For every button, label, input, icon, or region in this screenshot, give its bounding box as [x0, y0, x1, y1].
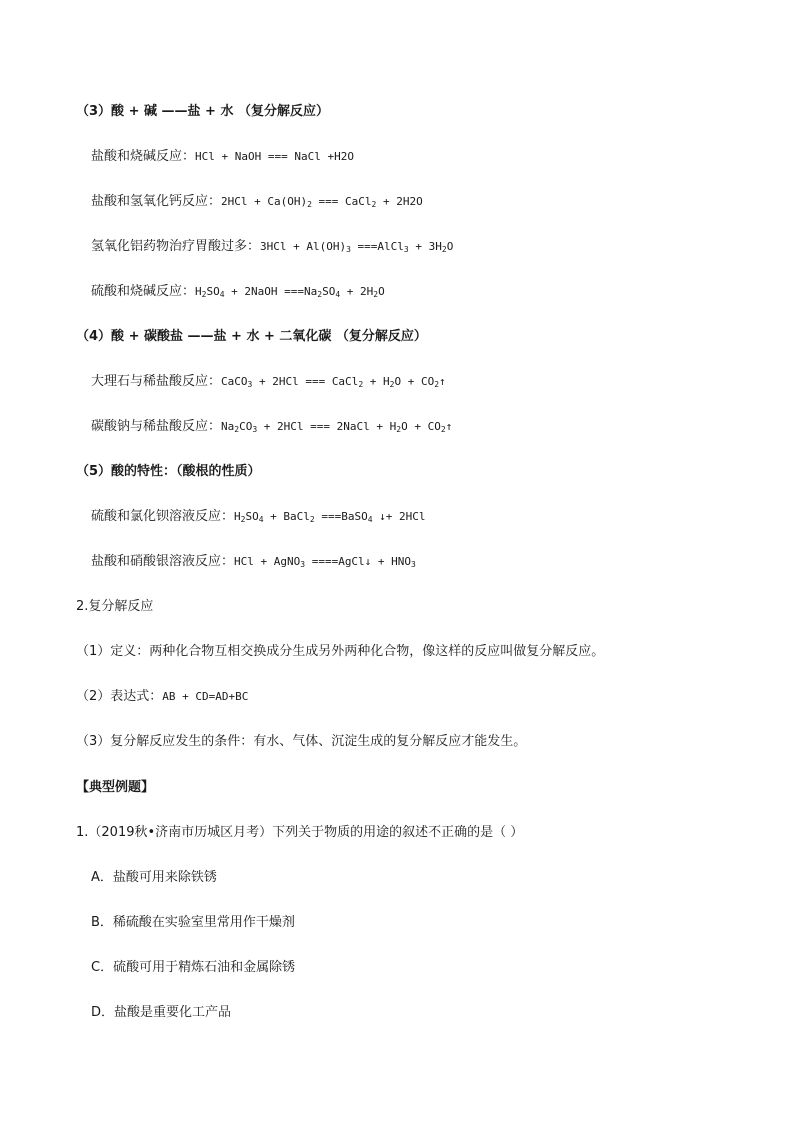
equation-line — [91, 193, 423, 211]
equation-line — [91, 148, 354, 166]
equation-label: 硫酸和烧碱反应： — [91, 284, 196, 299]
equation-label: 氢氧化铝药物治疗胃酸过多： — [91, 239, 261, 254]
examples-heading: 【典型例题】 — [76, 780, 155, 795]
equation-line — [91, 553, 416, 571]
equation-label: 盐酸和烧碱反应： — [91, 149, 196, 164]
equation-line — [91, 508, 426, 526]
equation-line — [91, 418, 452, 436]
section-3-heading: （3）酸 + 碱 ——盐 + 水 （复分解反应） — [76, 104, 329, 119]
option-a: A．盐酸可用来除铁锈 — [91, 870, 217, 885]
equation-formula: $3HCl + Al(OH)_3$ ===AlCl$_3$ + $3H_2O$ — [260, 240, 454, 254]
equation-line — [91, 373, 446, 391]
equation-label: 大理石与稀盐酸反应： — [91, 374, 222, 389]
definition-text: （1）定义：两种化合物互相交换成分生成另外两种化合物，像这样的反应叫做复分解反应。 — [76, 644, 605, 659]
section-4-heading: （4）酸 + 碳酸盐 ——盐 + 水 + 二氧化碳 （复分解反应） — [76, 329, 427, 344]
option-c: C．硫酸可用于精炼石油和金属除锈 — [91, 960, 296, 975]
option-b: B．稀硫酸在实验室里常用作干燥剂 — [91, 915, 295, 930]
equation-formula: HCl + AgNO$_3$ ====AgCl↓ + $HNO_3$ — [234, 555, 416, 569]
equation-formula: $H_2SO_4$ + BaCl$_2$ ===BaSO$_4$ ↓+ 2HCl — [234, 510, 426, 524]
equation-label: 盐酸和硝酸银溶液反应： — [91, 554, 235, 569]
equation-line — [91, 283, 385, 301]
section-5-heading: （5）酸的特性：（酸根的性质） — [76, 464, 261, 479]
question-1: 1.（2019秋•济南市历城区月考）下列关于物质的用途的叙述不正确的是（ ） — [76, 825, 524, 840]
equation-formula: $2HCl + Ca(OH)_2$ === CaCl$_2$ + 2H2O — [221, 195, 423, 209]
equation-label: 碳酸钠与稀盐酸反应： — [91, 419, 222, 434]
equation-formula: CaCO$_3$ + 2HCl === CaCl$_2$ + $H_2O$ + $CO_2↑$ — [221, 375, 446, 389]
option-d: D．盐酸是重要化工产品 — [91, 1005, 232, 1020]
equation-label: 盐酸和氢氧化钙反应： — [91, 194, 222, 209]
equation-label: 硫酸和氯化钡溶液反应： — [91, 509, 235, 524]
expression-formula: AB + CD=AD+BC — [162, 690, 249, 703]
equation-formula: $H_2SO_4$ + 2NaOH $===Na_2SO_4 + 2H_2O$ — [195, 285, 385, 299]
expression-label: （2）表达式： — [76, 689, 163, 704]
equation-line — [91, 238, 453, 256]
equation-formula: HCl + NaOH === NaCl +H2O — [195, 150, 354, 163]
equation-formula: $Na_2CO_3 + 2HCl$ === 2NaCl + $H_2O$ + $CO_2↑$ — [221, 420, 453, 434]
expression-line — [76, 688, 248, 706]
part-2-title: 2.复分解反应 — [76, 599, 154, 614]
condition-text: （3）复分解反应发生的条件：有水、气体、沉淀生成的复分解反应才能发生。 — [76, 734, 527, 749]
